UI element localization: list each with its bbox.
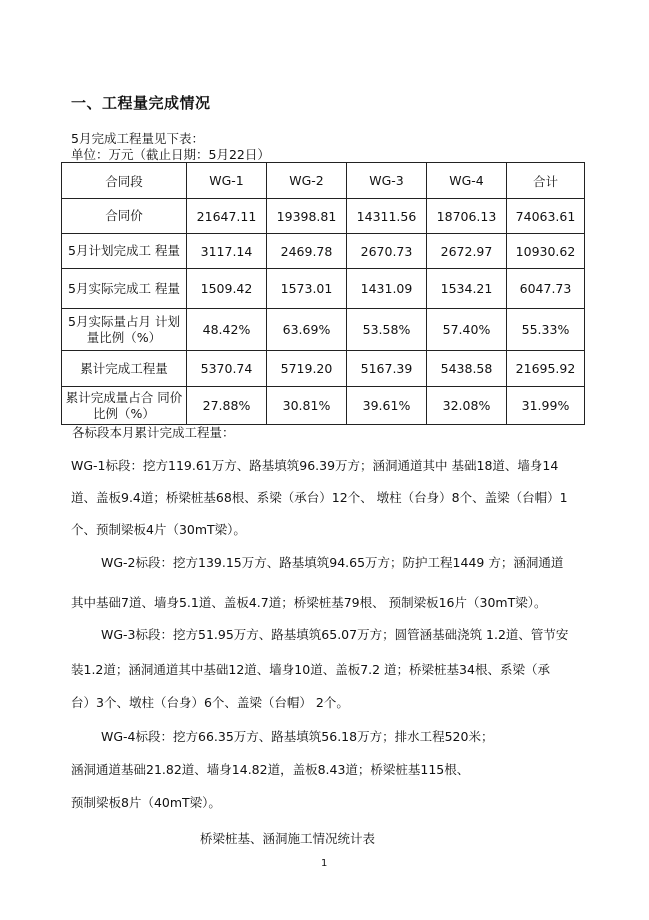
table-cell: 1509.42 xyxy=(187,269,267,309)
table-row xyxy=(62,387,585,425)
wg2-line-2: 其中基础7道、墙身5.1道、盖板4.7道；桥梁桩基79根、 预制梁板16片（30mT梁）。 xyxy=(71,595,547,610)
table-cell: 3117.14 xyxy=(187,234,267,269)
wg2-line-1: WG-2标段：挖方139.15万方、路基填筑94.65万方；防护工程1449 方；涵洞通道 xyxy=(101,555,564,570)
table-cell: 5370.74 xyxy=(187,351,267,387)
wg3-line-3: 台）3个、墩柱（台身）6个、盖梁（台帽） 2个。 xyxy=(71,695,349,710)
table-cell: 48.42% xyxy=(187,309,267,351)
wg1-line-2: 道、盖板9.4道；桥梁桩基68根、系梁（承台）12个、 墩柱（台身）8个、盖梁（台帽）1 xyxy=(71,490,568,505)
table-cell: 2670.73 xyxy=(347,234,427,269)
table-cell: 32.08% xyxy=(427,387,507,425)
table-cell: 39.61% xyxy=(347,387,427,425)
table-cell: 5438.58 xyxy=(427,351,507,387)
wg4-line-2: 涵洞通道基础21.82道、墙身14.82道，盖板8.43道；桥梁桩基115根、 xyxy=(71,762,470,777)
table-cell: 1573.01 xyxy=(267,269,347,309)
table-row xyxy=(62,309,585,351)
table-cell: 6047.73 xyxy=(507,269,585,309)
table-cell: 30.81% xyxy=(267,387,347,425)
wg1-line-3: 个、预制梁板4片（30mT梁）。 xyxy=(71,522,246,537)
table-cell: 53.58% xyxy=(347,309,427,351)
row-label: 累计完成量占合 同价比例（%） xyxy=(62,387,187,425)
wg3-line-1: WG-3标段：挖方51.95万方、路基填筑65.07万方；圆管涵基础浇筑 1.2道、管节安 xyxy=(101,627,569,642)
row-label: 5月实际量占月 计划量比例（%） xyxy=(62,309,187,351)
table-caption: 桥梁桩基、涵洞施工情况统计表 xyxy=(200,831,376,846)
table-cell: 1431.09 xyxy=(347,269,427,309)
wg4-line-3: 预制梁板8片（40mT梁）。 xyxy=(71,795,221,810)
intro-line-2: 单位：万元（截止日期：5月22日） xyxy=(71,147,270,162)
table-cell: 57.40% xyxy=(427,309,507,351)
table-cell: 5719.20 xyxy=(267,351,347,387)
row-label: 5月计划完成工 程量 xyxy=(62,234,187,269)
header-cell: WG-2 xyxy=(267,163,347,199)
table-cell: 10930.62 xyxy=(507,234,585,269)
table-cell: 27.88% xyxy=(187,387,267,425)
wg1-line-1: WG-1标段：挖方119.61万方、路基填筑96.39万方；涵洞通道其中 基础18道、墙身14 xyxy=(71,458,559,473)
section-heading: 一、工程量完成情况 xyxy=(71,94,211,112)
table-cell: 14311.56 xyxy=(347,199,427,234)
progress-table xyxy=(61,162,585,425)
header-cell: 合计 xyxy=(507,163,585,199)
row-label: 合同价 xyxy=(62,199,187,234)
table-cell: 2672.97 xyxy=(427,234,507,269)
page-number: 1 xyxy=(321,858,328,869)
header-cell: WG-4 xyxy=(427,163,507,199)
table-cell: 31.99% xyxy=(507,387,585,425)
intro-line-1: 5月完成工程量见下表： xyxy=(71,131,204,146)
header-cell: WG-1 xyxy=(187,163,267,199)
summary-title: 各标段本月累计完成工程量： xyxy=(72,425,235,440)
table-cell: 21647.11 xyxy=(187,199,267,234)
header-cell: 合同段 xyxy=(62,163,187,199)
header-cell: WG-3 xyxy=(347,163,427,199)
table-cell: 21695.92 xyxy=(507,351,585,387)
table-cell: 18706.13 xyxy=(427,199,507,234)
table-cell: 55.33% xyxy=(507,309,585,351)
table-cell: 1534.21 xyxy=(427,269,507,309)
table-cell: 63.69% xyxy=(267,309,347,351)
table-header-row xyxy=(62,163,585,199)
table-row xyxy=(62,199,585,234)
wg3-line-2: 装1.2道；涵洞通道其中基础12道、墙身10道、盖板7.2 道；桥梁桩基34根、系梁（承 xyxy=(71,662,550,677)
row-label: 5月实际完成工 程量 xyxy=(62,269,187,309)
table-row xyxy=(62,269,585,309)
wg4-line-1: WG-4标段：挖方66.35万方、路基填筑56.18万方；排水工程520米； xyxy=(101,729,494,744)
table-cell: 5167.39 xyxy=(347,351,427,387)
table-cell: 2469.78 xyxy=(267,234,347,269)
table-row xyxy=(62,234,585,269)
row-label: 累计完成工程量 xyxy=(62,351,187,387)
table-cell: 74063.61 xyxy=(507,199,585,234)
table-row xyxy=(62,351,585,387)
table-cell: 19398.81 xyxy=(267,199,347,234)
